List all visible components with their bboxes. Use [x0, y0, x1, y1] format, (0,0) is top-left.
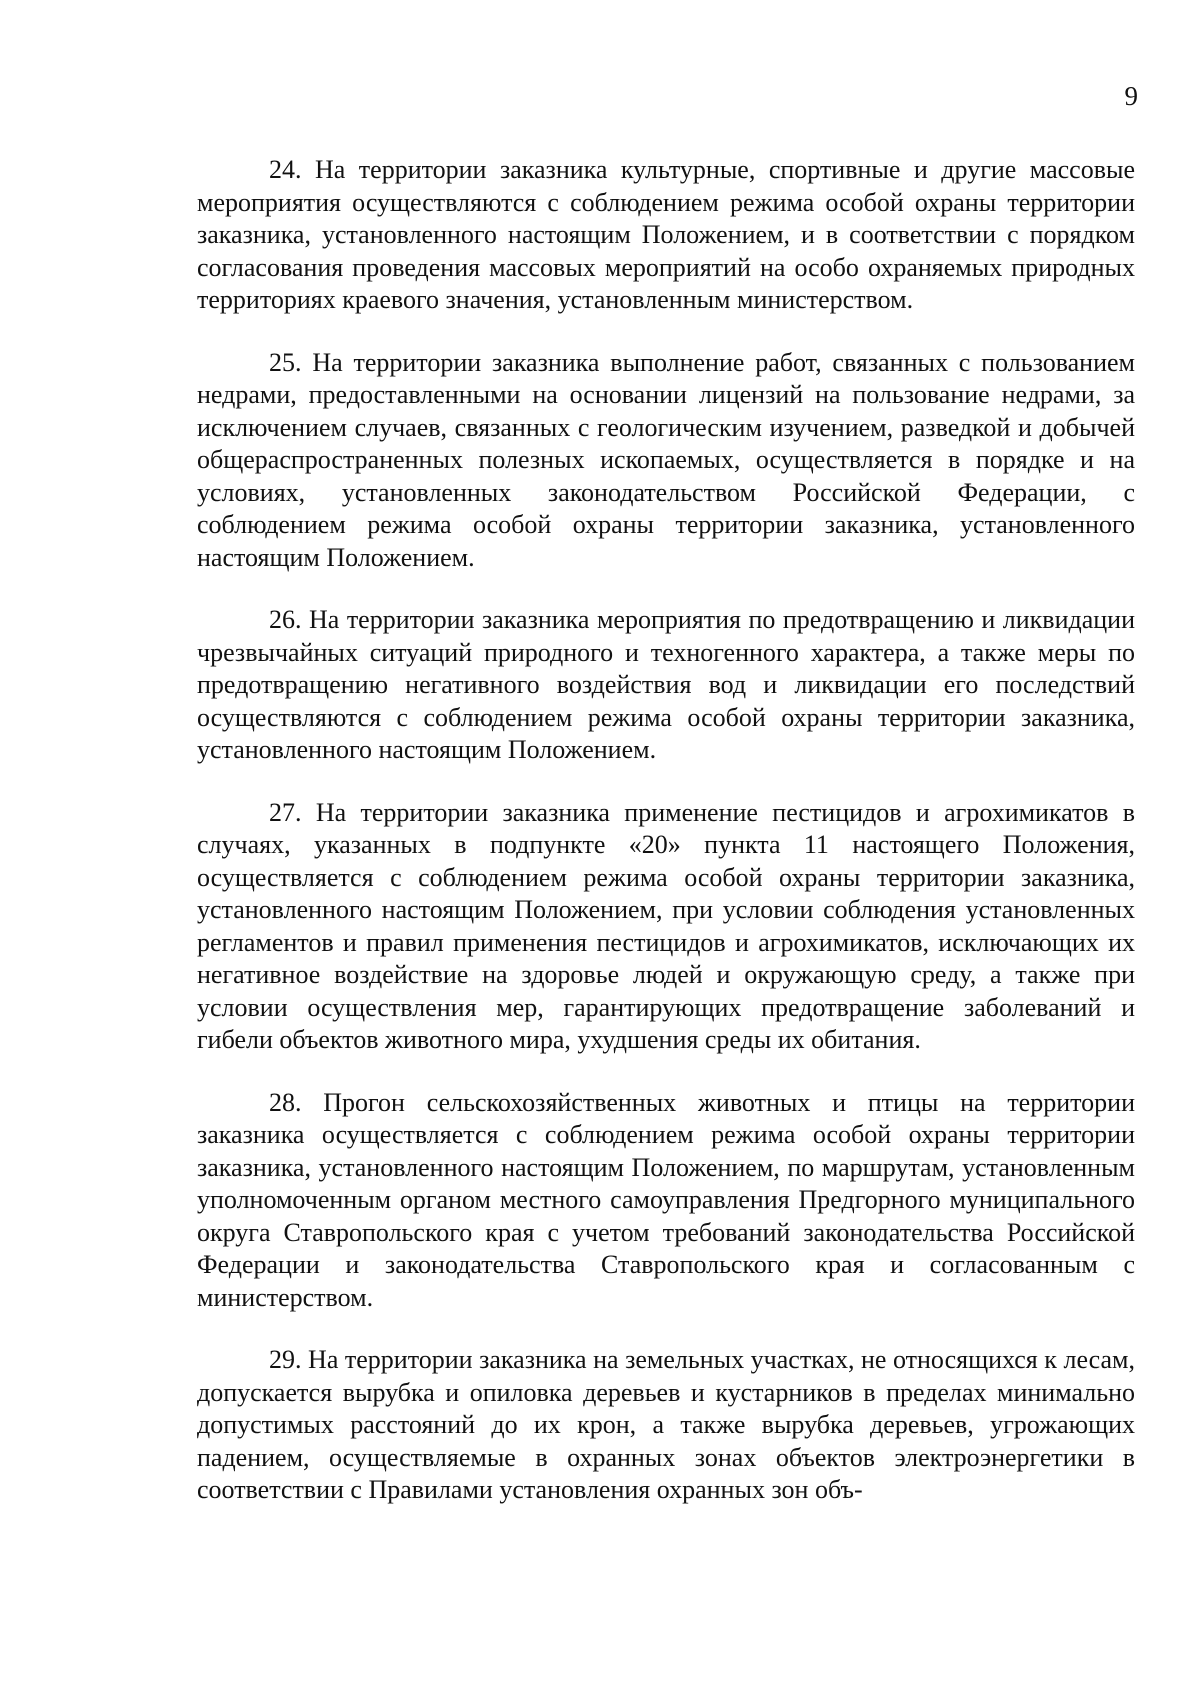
paragraph-27: 27. На территории заказника применение пестицидов и агрохимикатов в случаях, указанных в подпункте «20» пункта 11 настоящего Положения, осуществляется с соблюдением режима особой охраны территории заказника, установленного настоящим Положением, при условии соблюдения установленных регламентов и правил применения пестицидов и агрохимикатов, исключающих их негативное воздействие на здоровье людей и окружающую среду, а также при условии осуществления мер, гарантирующих предотвращение заболеваний и гибели объектов животного мира, ухудшения среды их обитания. — [197, 797, 1135, 1054]
paragraph-29: 29. На территории заказника на земельных участках, не относящихся к лесам, допускается вырубка и опиловка деревьев и кустарников в пределах минимально допустимых расстояний до их крон, а также вырубка деревьев, угрожающих падением, осуществляемые в охранных зонах объектов электроэнергетики в соответствии с Правилами установления охранных зон объ- — [197, 1345, 1135, 1504]
page-number: 9 — [1124, 81, 1138, 111]
paragraph-24: 24. На территории заказника культурные, спортивные и другие массовые мероприятия осуществляются с соблюдением режима особой охраны территории заказника, установленного настоящим Положением, и в соответствии с порядком согласования проведения массовых мероприятий на особо охраняемых природных территориях краевого значения, установленным министерством. — [197, 155, 1135, 314]
paragraph-28: 28. Прогон сельскохозяйственных животных и птицы на территории заказника осуществляется с соблюдением режима особой охраны территории заказника, установленного настоящим Положением, по маршрутам, установленным уполномоченным органом местного самоуправления Предгорного муниципального округа Ставропольского края с учетом требований законодательства Российской Федерации и законодательства Ставропольского края и согласованным с министерством. — [197, 1087, 1135, 1312]
paragraph-26: 26. На территории заказника мероприятия по предотвращению и ликвидации чрезвычайных ситуаций природного и техногенного характера, а также меры по предотвращению негативного воздействия вод и ликвидации его последствий осуществляются с соблюдением режима особой охраны территории заказника, установленного настоящим Положением. — [197, 605, 1135, 764]
paragraph-25: 25. На территории заказника выполнение работ, связанных с пользованием недрами, предоставленными на основании лицензий на пользование недрами, за исключением случаев, связанных с геологическим изучением, разведкой и добычей общераспространенных полезных ископаемых, осуществляется в порядке и на условиях, установленных законодательством Российской Федерации, с соблюдением режима особой охраны территории заказника, установленного настоящим Положением. — [197, 347, 1135, 572]
document-body — [197, 154, 1135, 1537]
